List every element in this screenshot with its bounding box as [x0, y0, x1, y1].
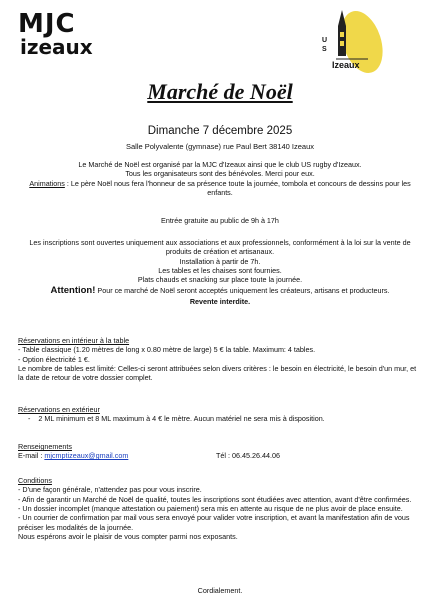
intro-volunteers: Tous les organisateurs sont des bénévoles. Merci pour eux.	[125, 169, 315, 179]
animations-label: Animations	[29, 178, 65, 188]
animations-text: : Le père Noël nous fera l'honneur de sa présence toute la journée, tombola et concours de dessins pour les enfants.	[64, 178, 411, 198]
logo-izeaux-text: izeaux	[20, 35, 93, 59]
phone-number: Tél : 06.45.26.44.06	[216, 451, 280, 461]
email-label: E-mail :	[18, 451, 45, 461]
registration-tables: Les tables et les chaises sont fournies.	[158, 266, 282, 276]
registration-food: Plats chauds et snacking sur place toute la journée.	[137, 275, 303, 285]
attention-text: Pour ce marché de Noël seront acceptés uniquement les créateurs, artisans et producteurs.	[95, 285, 390, 295]
event-venue: Salle Polyvalente (gymnase) rue Paul Bert 38140 Izeaux	[125, 142, 315, 151]
entry-info: Entrée gratuite au public de 9h à 17h	[161, 216, 279, 225]
us-izeaux-rugby-logo	[318, 4, 398, 82]
logo-izeaux-label: Izeaux	[332, 60, 360, 70]
resale-forbidden: Revente interdite.	[189, 297, 251, 307]
attention-label: Attention!	[50, 284, 96, 296]
condition-item: Nous espérons avoir le plaisir de vous compter parmi nos exposants.	[18, 532, 238, 542]
intro-animations	[18, 179, 422, 198]
page-title: Marché de Noël	[147, 79, 293, 104]
indoor-reservations	[18, 336, 422, 383]
outdoor-reservations	[18, 405, 422, 424]
indoor-item: - Table classique (1.20 mètres de long x 0.80 mètre de large) 5 € la table. Maximum: 4 tables.	[18, 345, 316, 355]
info-heading: Renseignements	[18, 442, 72, 451]
registration-eligibility: Les inscriptions sont ouvertes uniquement aux associations et aux professionnels, conformément à la loi sur la vente de produits de création et artisanaux.	[29, 238, 411, 257]
condition-item: - D'une façon générale, n'attendez pas pour vous inscrire.	[18, 485, 202, 495]
intro-organizers: Le Marché de Noël est organisé par la MJC d'Izeaux ainsi que le club US rugby d'Izeaux.	[78, 160, 362, 169]
mjc-izeaux-logo	[18, 8, 98, 62]
contact-line	[18, 451, 422, 460]
email-link[interactable]: mjcmptizeaux@gmail.com	[44, 451, 129, 461]
logo-mjc-text: MJC	[18, 9, 76, 39]
contact-info	[18, 442, 422, 461]
indoor-heading: Réservations en intérieur à la table	[18, 336, 130, 345]
condition-item: - Afin de garantir un Marché de Noël de qualité, toutes les inscriptions sont étudiées avec attention, avant d'être confirmées.	[18, 494, 412, 504]
registration-attention	[18, 285, 422, 297]
outdoor-item-text: 2 ML minimum et 8 ML maximum à 4 € le mètre. Aucun matériel ne sera mis à disposition.	[38, 414, 325, 424]
outdoor-item	[18, 414, 422, 423]
closing: Cordialement.	[197, 586, 243, 595]
condition-item: - Un courrier de confirmation par mail vous sera envoyé pour valider votre inscription, et avant la manifestation afin de vous préciser les modalités de la journée.	[18, 513, 410, 532]
registration-block	[18, 238, 422, 307]
registration-setup-time: Installation à partir de 7h.	[179, 256, 261, 266]
indoor-item: - Option électricité 1 €.	[18, 354, 90, 364]
intro-block	[18, 160, 422, 197]
outdoor-heading: Réservations en extérieur	[18, 405, 100, 414]
conditions-block	[18, 476, 422, 542]
logo-us-text: U S	[322, 37, 328, 53]
conditions-heading: Conditions	[18, 476, 52, 485]
condition-item: - Un dossier incomplet (manque attestation ou paiement) sera mis en attente au risque de ne plus avoir de place ensuite.	[18, 504, 403, 514]
event-date: Dimanche 7 décembre 2025	[147, 125, 293, 137]
outdoor-bullet: -	[28, 414, 31, 424]
indoor-item: Le nombre de tables est limité: Celles-ci seront attribuées selon divers critères : le besoin en électricité, le besoin d'un mur, et la date de retour de votre dossier complet.	[18, 364, 417, 383]
